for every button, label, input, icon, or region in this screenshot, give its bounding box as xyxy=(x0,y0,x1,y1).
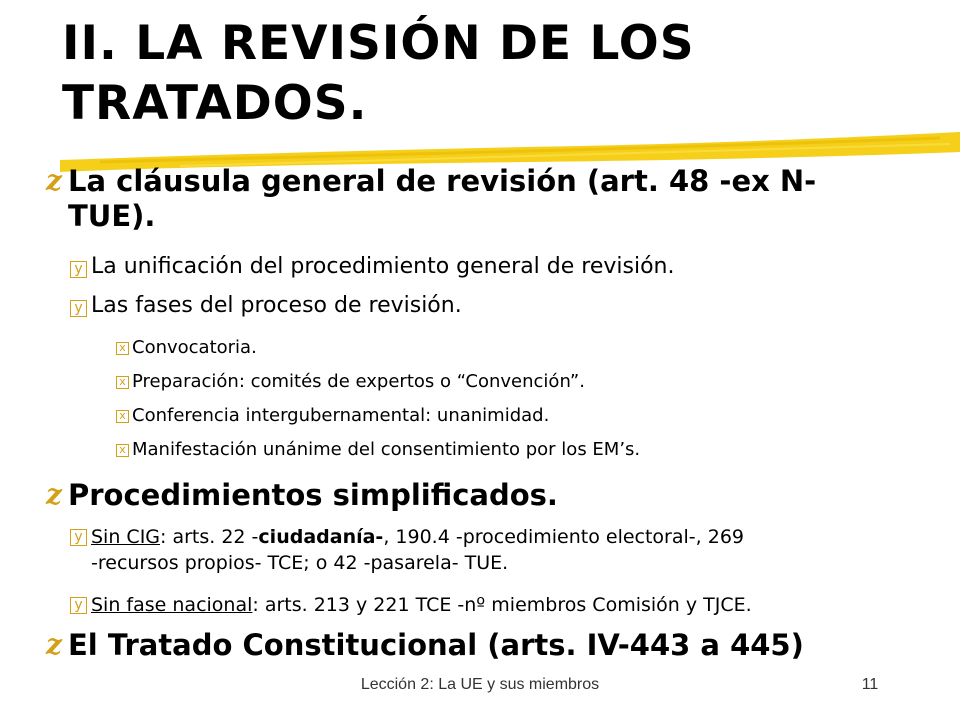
item-text xyxy=(91,592,752,618)
list-item-sin-fase-nacional xyxy=(70,592,930,618)
item-text xyxy=(91,524,744,576)
title-line-2: TRATADOS. xyxy=(62,76,368,131)
item-text: Preparación: comités de expertos o “Convención”. xyxy=(132,371,585,392)
item-text-line-2: -recursos propios- TCE; o 42 -pasarela- TUE. xyxy=(91,552,509,574)
list-item-procedimientos xyxy=(46,478,558,513)
list-item-sin-cig xyxy=(70,524,930,576)
sin-cig-part1: : arts. 22 - xyxy=(160,526,259,548)
footer-text: Lección 2: La UE y sus miembros xyxy=(360,676,600,693)
slide-title xyxy=(62,14,922,134)
bullet-y-icon: y xyxy=(70,300,87,317)
bullet-z-icon: z xyxy=(46,164,62,197)
item-text-line-1: La cláusula general de revisión (art. 48 -ex N- xyxy=(68,164,817,198)
title-line-1: II. LA REVISIÓN DE LOS xyxy=(62,16,695,71)
item-text: Las fases del proceso de revisión. xyxy=(91,293,462,318)
item-text-line-2: TUE). xyxy=(68,199,156,233)
list-item-preparacion xyxy=(116,370,585,394)
bullet-y-icon: y xyxy=(70,597,87,614)
bullet-z-icon: z xyxy=(46,478,62,511)
bullet-x-icon: x xyxy=(116,410,129,423)
item-text: Convocatoria. xyxy=(132,337,257,358)
sin-fase-rest: : arts. 213 y 221 TCE -nº miembros Comisión y TJCE. xyxy=(252,594,752,616)
list-item-manifestacion xyxy=(116,438,640,462)
item-text: Conferencia intergubernamental: unanimidad. xyxy=(132,405,550,426)
item-text xyxy=(68,164,816,234)
item-text-line-1 xyxy=(91,524,744,550)
item-text: Manifestación unánime del consentimiento por los EM’s. xyxy=(132,439,641,460)
sin-cig-underlined: Sin CIG xyxy=(91,526,161,548)
bullet-x-icon: x xyxy=(116,342,129,355)
bullet-y-icon: y xyxy=(70,529,87,546)
item-text: El Tratado Constitucional (arts. IV-443 a 445) xyxy=(68,628,804,662)
bullet-x-icon: x xyxy=(116,376,129,389)
list-item-fases xyxy=(70,292,462,320)
list-item-convocatoria xyxy=(116,336,257,360)
item-text: Procedimientos simplificados. xyxy=(68,478,558,512)
bullet-y-icon: y xyxy=(70,261,87,278)
list-item-conferencia xyxy=(116,404,549,428)
bullet-x-icon: x xyxy=(116,444,129,457)
sin-cig-part2: , 190.4 -procedimiento electoral-, 269 xyxy=(383,526,744,548)
ciudadania-bold: ciudadanía- xyxy=(258,526,384,548)
page-number: 11 xyxy=(861,676,879,693)
list-item-tratado-constitucional xyxy=(46,628,804,663)
list-item-clausula-general xyxy=(46,164,906,234)
bullet-z-icon: z xyxy=(46,628,62,661)
item-text: La unificación del procedimiento general de revisión. xyxy=(91,254,675,279)
sin-fase-underlined: Sin fase nacional xyxy=(91,594,253,616)
list-item-unificacion xyxy=(70,253,674,281)
